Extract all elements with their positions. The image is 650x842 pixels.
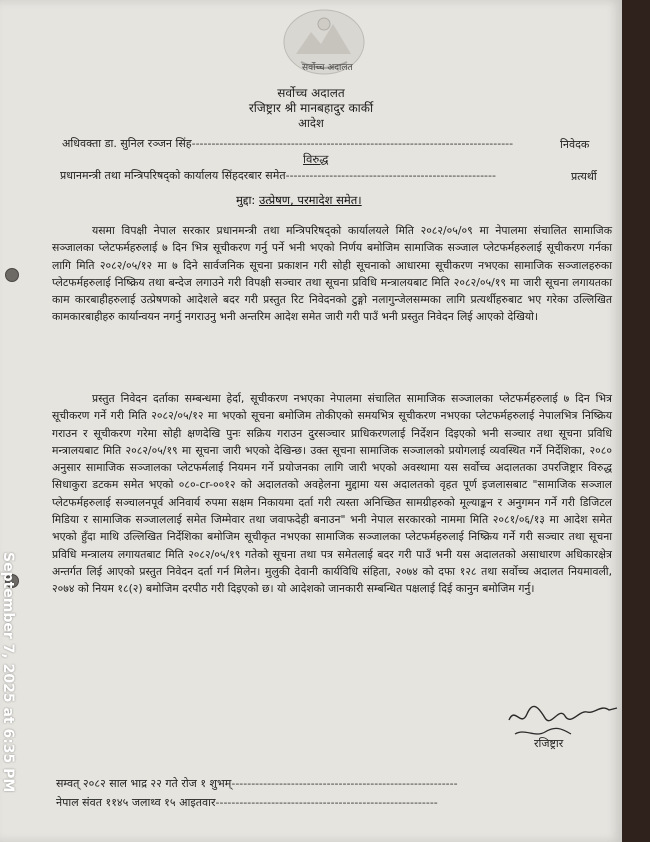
timestamp-watermark: September 7, 2025 at 6:35 PM [0,552,16,793]
order-paragraph-2: प्रस्तुत निवेदन दर्ताका सम्बन्धमा हेर्दा, सूचीकरण नभएका नेपालमा संचालित सामाजिक सञ्जालका प्लेटफर्महरुलाई ७ दिन भित्र सूचीकरण गर्ने गरी मिति २०८२/०५/१२ मा भएको सूचना बमोजिम तोकीएको समयभित्र सूचीकरण नभएका प्लेटफर्महरुलाई नेपालभित्र निष्क्रिय गराउन र सूचीकरण गरेमा सोही क्षणदेखि पुनः सक्रिय गराउन दुरसञ्चार प्राधिकरणलाई निर्देशन दिइएको भनी सञ्चार तथा सूचना प्रविधि मन्त्रालयबाट मिति २०८२/०५/१९ मा सूचना जारी भएको देखिन्छ। उक्त सूचना सामाजिक सञ्जालको प्रयोगलाई व्यवस्थित गर्ने निर्देशिका, २०८० अनुसार सामाजिक सञ्जालका प्लेटफर्मलाई नियमन गर्ने प्रयोजनका लागि जारी भएको अवस्थामा यस सर्वोच्च अदालतका उपरजिष्ट्रार विरुद्ध सिधाकुरा डटकम समेत भएको ०८०-cr-००१२ को अदालतको अवहेलना मुद्दामा यस अदालतको वृहत पूर्ण इजलासबाट "सामाजिक सञ्जाल प्लेटफर्महरुलाई सञ्चालनपूर्व अनिवार्य रुपमा सक्षम निकायमा दर्ता गरी त्यस्ता अनिच्छित सामग्रीहरुको मूल्याङ्कन र अनुगमन गर्ने गरी डिजिटल मिडिया र सामाजिक सञ्जाललाई समेत जिम्मेवार तथा जवाफदेही बनाउन" भनी नेपाल सरकारको नाममा मिति २०८१/०६/१३ मा आदेश समेत भएको हुँदा माथि उल्लिखित निर्देशिका बमोजिम सूचीकृत नभएका सामाजिक सञ्जालका प्लेटफर्महरुलाई निष्क्रिय गर्ने गरी सञ्चार तथा सूचना प्रविधि मन्त्रालय लगायतबाट मिति २०८२/०५/१९ गतेको सूचना तथा पत्र समेतलाई बदर गरी पाउँ भनी यस अदालतको असाधारण अधिकारक्षेत्र अन्तर्गत लिई आएको प्रस्तुत निवेदन दर्ता गर्न मिलेन। मुलुकी देवानी कार्यविधि संहिता, २०७४ को दफा १२८ तथा सर्वोच्च अदालत नियमावली, २०७४ को नियम १८(२) बमोजिम दरपीठ गरी दिइएको छ। यो आदेशको जानकारी सम्बन्धित पक्षलाई दिई कानुन बमोजिम गर्नु। [52,392,612,596]
punch-hole [5,268,19,282]
date-line-bs [56,776,458,791]
seal-label: सर्वोच्च अदालत [302,63,353,73]
subject-line [236,193,362,208]
dash-leader: -------------------------------------------------------- [215,796,438,809]
dash-leader: --------------------------------------------------------------------------------- [191,137,514,150]
dash-leader: --------------------------------------------------------- [231,777,458,790]
petitioner-label: निवेदक [560,138,590,151]
petitioner-line [62,136,513,151]
subject-text: उत्प्रेषण, परमादेश समेत। [258,193,362,207]
signature-role: रजिष्ट्रार [534,737,564,750]
respondent-name: प्रधानमन्त्री तथा मन्त्रिपरिषद्को कार्यालय सिंहदरबार समेत [60,169,286,182]
respondent-label: प्रत्यर्थी [571,170,597,183]
versus-heading: विरुद्ध [303,152,329,166]
subject-prefix: मुद्दा: [236,193,256,207]
background-edge [622,0,650,842]
date-bs-text: सम्वत् २०८२ साल भाद्र २२ गते रोज १ शुभम् [56,777,232,790]
registrar-signature [505,698,625,748]
order-paragraph-1: यसमा विपक्षी नेपाल सरकार प्रधानमन्त्री तथा मन्त्रिपरिषद्को कार्यालयले मिति २०८२/०५/०९ मा नेपालमा संचालित सामाजिक सञ्जालका प्लेटफर्महरुलाई ७ दिन भित्र सूचीकरण गर्नु पर्ने भनी भएको निर्णय बमोजिम सामाजिक सञ्जाल प्लेटफर्महरुलाई सूचीकरण गर्नका लागि मिति २०८२/०५/१२ मा ७ दिने सार्वजनिक सूचना प्रकाशन गरी सोही सूचनाको आधारमा सूचीकरण नभएका सामाजिक सञ्जालहरुका प्लेटफर्महरुलाई निष्क्रिय तथा बन्देज लगाउने गरी विपक्षी सञ्चार तथा सूचना प्रविधि मन्त्रालयबाट मिति २०८२/०५/१९ मा जारी सूचना लगायतका काम कारबाहीहरुलाई उत्प्रेषणको आदेशले बदर गरी प्रस्तुत रिट निवेदनको टुङ्गो नलागुन्जेलसम्मका लागि प्रत्यर्थीहरुबाट भए गरेका उल्लिखित कामकारबाहीहरु कार्यान्वयन नगर्नु नगराउनु भनी अन्तरिम आदेश समेत जारी गरी पाउँ भनी प्रस्तुत निवेदन लिई आएको देखियो। [52,224,612,324]
respondent-line [60,168,496,183]
dash-leader: ----------------------------------------------------- [285,169,496,182]
date-ns-text: नेपाल संवत ११४५ जलाथ्व १५ आइतवार [56,796,216,809]
petitioner-name: अधिवक्ता डा. सुनिल रञ्जन सिंह [62,137,192,150]
order-title: आदेश [298,116,324,130]
registrar-name: रजिष्ट्रार श्री मानबहादुर कार्की [248,101,374,115]
date-line-ns [56,795,438,810]
court-name: सर्वोच्च अदालत [277,86,345,100]
